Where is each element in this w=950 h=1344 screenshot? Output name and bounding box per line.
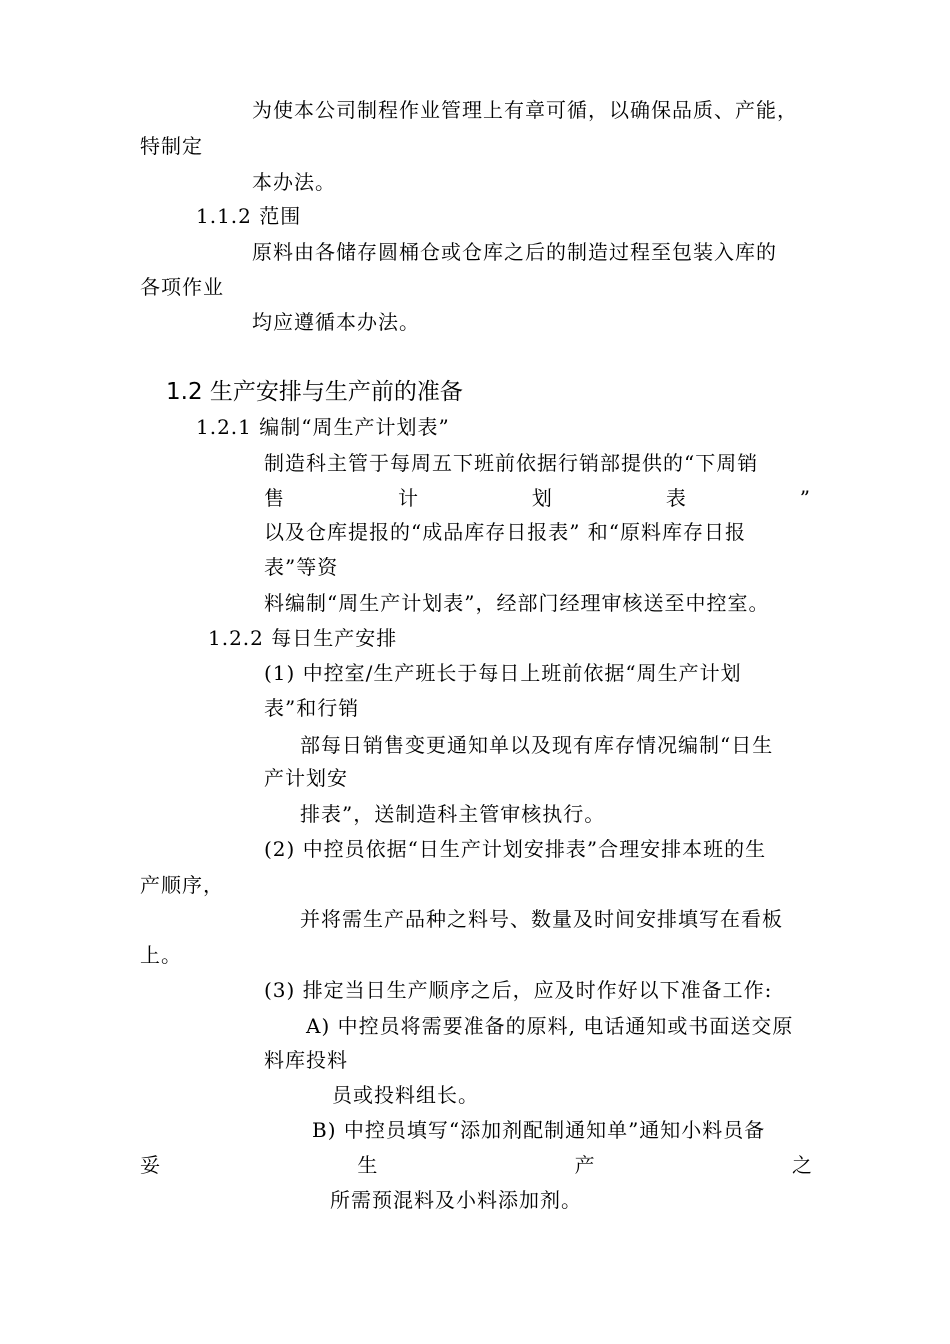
char: 计 bbox=[397, 486, 418, 510]
text-line: 各项作业 bbox=[140, 275, 224, 299]
char: 生 bbox=[357, 1153, 378, 1177]
section-number: 1.1.2 范围 bbox=[196, 204, 302, 228]
char: 妥 bbox=[140, 1153, 160, 1177]
text-line: 员或投料组长。 bbox=[332, 1083, 479, 1107]
text-line: B) 中控员填写“添加剂配制通知单”通知小料员备 bbox=[312, 1118, 766, 1142]
text-line: 料库投料 bbox=[264, 1048, 348, 1072]
text-line: (1) 中控室/生产班长于每日上班前依据“周生产计划 bbox=[264, 661, 742, 685]
char: 表 bbox=[665, 486, 686, 510]
char: 之 bbox=[791, 1153, 812, 1177]
subsection-heading: 1.2.2 每日生产安排 bbox=[208, 626, 398, 650]
text-line: 特制定 bbox=[140, 134, 203, 158]
text-line: 本办法。 bbox=[252, 170, 336, 194]
spread-line bbox=[264, 486, 810, 510]
text-line: 产顺序， bbox=[140, 873, 224, 897]
text-line: 表”和行销 bbox=[264, 696, 360, 720]
char: ” bbox=[799, 486, 810, 510]
text-line: 为使本公司制程作业管理上有章可循，以确保品质、产能， bbox=[252, 98, 798, 122]
char: 划 bbox=[531, 486, 552, 510]
text-line: 原料由各储存圆桶仓或仓库之后的制造过程至包装入库的 bbox=[252, 240, 777, 264]
text-line: (3) 排定当日生产顺序之后，应及时作好以下准备工作: bbox=[264, 978, 773, 1002]
text-line: 部每日销售变更通知单以及现有库存情况编制“日生 bbox=[300, 733, 774, 757]
subsection-heading: 1.2.1 编制“周生产计划表” bbox=[196, 415, 450, 439]
section-heading: 1.2 生产安排与生产前的准备 bbox=[166, 379, 463, 405]
text-line: 表”等资 bbox=[264, 555, 339, 579]
text-line: 产计划安 bbox=[264, 766, 348, 790]
spread-line bbox=[140, 1153, 812, 1177]
text-line: 料编制“周生产计划表”，经部门经理审核送至中控室。 bbox=[264, 591, 770, 615]
text-line: 上。 bbox=[140, 943, 182, 967]
text-line: (2) 中控员依据“日生产计划安排表”合理安排本班的生 bbox=[264, 837, 767, 861]
text-line: 以及仓库提报的“成品库存日报表” 和“原料库存日报 bbox=[264, 520, 747, 544]
text-line: 排表”，送制造科主管审核执行。 bbox=[300, 802, 606, 826]
text-line: 制造科主管于每周五下班前依据行销部提供的“下周销 bbox=[264, 451, 759, 475]
text-line: 所需预混料及小料添加剂。 bbox=[330, 1188, 582, 1212]
char: 售 bbox=[264, 486, 284, 510]
text-line: A) 中控员将需要准备的原料, 电话通知或书面送交原 bbox=[306, 1014, 794, 1038]
char: 产 bbox=[574, 1153, 595, 1177]
text-line: 并将需生产品种之料号、数量及时间安排填写在看板 bbox=[300, 907, 783, 931]
text-line: 均应遵循本办法。 bbox=[252, 310, 420, 334]
